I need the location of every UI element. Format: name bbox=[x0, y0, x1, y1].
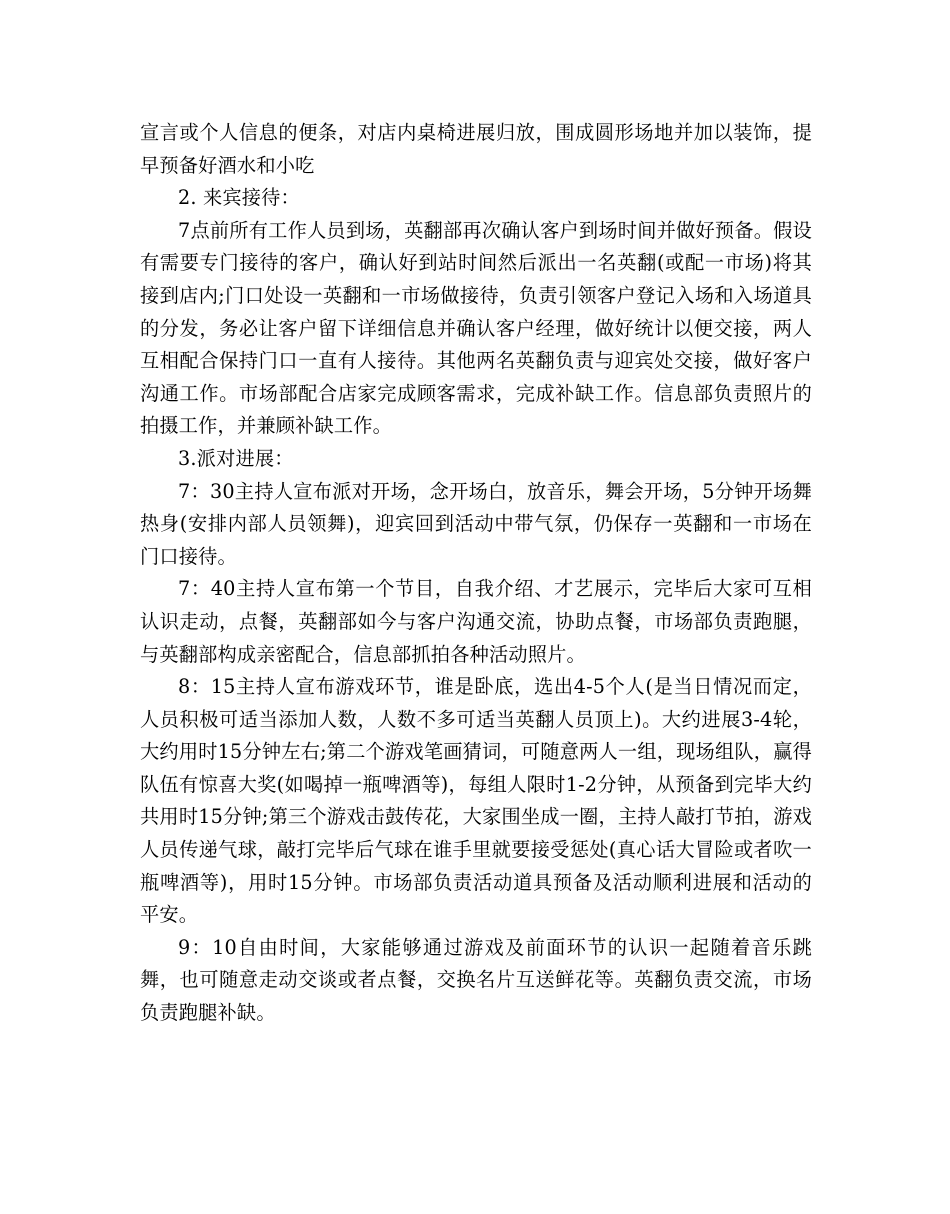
paragraph-intro-continuation: 宣言或个人信息的便条，对店内桌椅进展归放，围成圆形场地并加以装饰，提早预备好酒水和小吃 bbox=[140, 121, 812, 177]
heading-party-progress: 3.派对进展： bbox=[178, 446, 294, 470]
paragraph-guest-reception: 7点前所有工作人员到场，英翻部再次确认客户到场时间并做好预备。假设有需要专门接待的客户，确认好到站时间然后派出一名英翻(或配一市场)将其接到店内;门口处设一英翻和一市场做接待，负责引领客户登记入场和入场道具的分发，务必让客户留下详细信息并确认客户经理，做好统计以便交接，两人互相配合保持门口一直有人接待。其他两名英翻负责与迎宾处交接，做好客户沟通工作。市场部配合店家完成顾客需求，完成补缺工作。信息部负责照片的拍摄工作，并兼顾补缺工作。 bbox=[140, 218, 812, 438]
heading-guest-reception: 2. 来宾接待： bbox=[178, 186, 300, 210]
paragraph-730-opening: 7：30主持人宣布派对开场，念开场白，放音乐，舞会开场，5分钟开场舞热身(安排内部人员领舞)，迎宾回到活动中带气氛，仍保存一英翻和一市场在门口接待。 bbox=[140, 479, 812, 568]
paragraph-910-free-time: 9：10自由时间，大家能够通过游戏及前面环节的认识一起随着音乐跳舞，也可随意走动交谈或者点餐，交换名片互送鲜花等。英翻负责交流，市场负责跑腿补缺。 bbox=[140, 935, 812, 1025]
paragraph-740-first-program: 7：40主持人宣布第一个节目，自我介绍、才艺展示，完毕后大家可互相认识走动，点餐，英翻部如今与客户沟通交流，协助点餐，市场部负责跑腿，与英翻部构成亲密配合，信息部抓拍各种活动照片。 bbox=[140, 577, 812, 666]
document-page bbox=[140, 117, 812, 1030]
paragraph-815-games: 8：15主持人宣布游戏环节，谁是卧底，选出4-5个人(是当日情况而定，人员积极可适当添加人数，人数不多可适当英翻人员顶上)。大约进展3-4轮，大约用时15分钟左右;第二个游戏笔画猜词，可随意两人一组，现场组队，赢得队伍有惊喜大奖(如喝掉一瓶啤酒等)，每组人限时1-2分钟，从预备到完毕大约共用时15分钟;第三个游戏击鼓传花，大家围坐成一圈，主持人敲打节拍，游戏人员传递气球，敲打完毕后气球在谁手里就要接受惩处(真心话大冒险或者吹一瓶啤酒等)，用时15分钟。市场部负责活动道具预备及活动顺利进展和活动的平安。 bbox=[140, 675, 812, 927]
